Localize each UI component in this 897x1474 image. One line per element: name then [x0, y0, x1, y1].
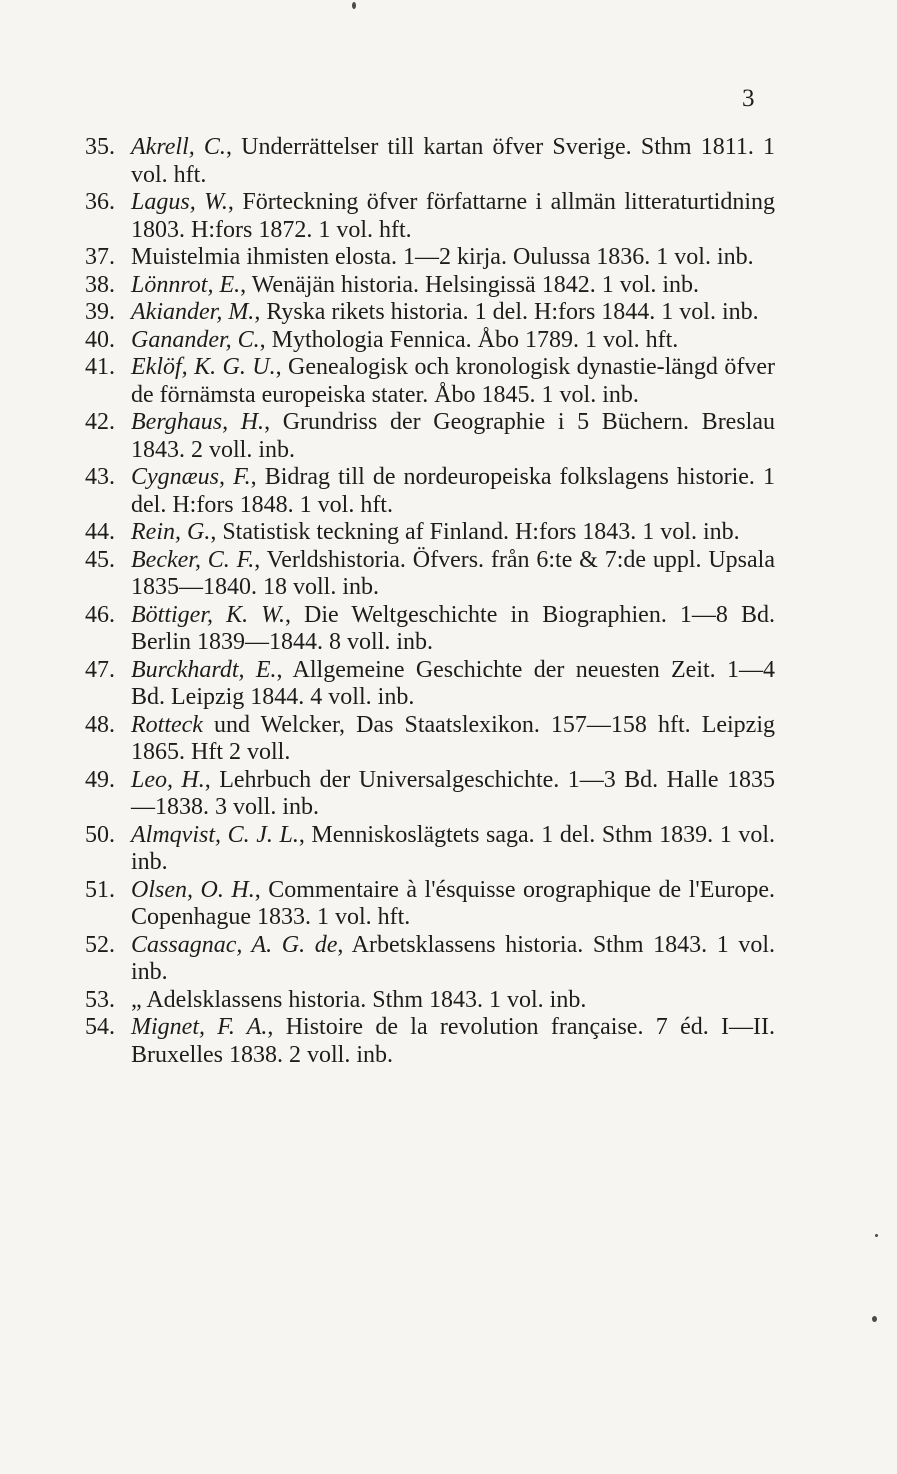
catalogue-entry — [85, 354, 775, 409]
entry-number: 44. — [85, 519, 115, 545]
entry-author: Burckhardt, E. — [131, 656, 277, 683]
entry-text: , Ryska rikets historia. 1 del. H:fors 1844. 1 vol. inb. — [254, 299, 759, 325]
entry-number: 41. — [85, 354, 115, 380]
ink-speck — [875, 1234, 878, 1237]
entry-number: 36. — [85, 189, 115, 215]
catalogue-entry — [85, 189, 775, 244]
catalogue-entry — [85, 244, 775, 272]
entry-text: , Underrättelser till kartan öfver Sverige. Sthm 1811. 1 vol. hft. — [131, 134, 775, 188]
entry-author: Lagus, W. — [131, 189, 228, 215]
catalogue-entry — [85, 327, 775, 355]
entry-author: Leo, H. — [131, 766, 205, 793]
entry-author: Lönnrot, E. — [131, 271, 241, 298]
catalogue-entry — [85, 877, 775, 932]
entry-author: Akiander, M. — [131, 299, 255, 325]
catalogue-entry — [85, 712, 775, 767]
entry-author: Akrell, C. — [131, 134, 226, 160]
entry-author: Rotteck — [131, 711, 203, 738]
entry-author: Böttiger, K. W. — [131, 601, 285, 628]
entry-text: , Genealogisk och kronologisk dynastie-längd öfver de förnämsta europeiska stater. Åbo 1845. 1 vol. inb. — [131, 354, 775, 408]
entry-number: 54. — [85, 1014, 115, 1040]
entry-number: 45. — [85, 546, 115, 573]
catalogue-entry — [85, 409, 775, 464]
catalogue-entry — [85, 767, 775, 822]
entry-text: , Förteckning öfver författarne i allmän litteraturtidning 1803. H:fors 1872. 1 vol. hft. — [131, 189, 775, 243]
entry-author: Almqvist, C. J. L. — [131, 821, 299, 848]
entry-author: Olsen, O. H. — [131, 876, 255, 903]
ink-speck — [352, 2, 356, 9]
entry-text: , Histoire de la revolution française. 7 éd. I—II. Bruxelles 1838. 2 voll. inb. — [131, 1014, 775, 1068]
catalogue-entry — [85, 822, 775, 877]
entry-author: Becker, C. F. — [131, 546, 255, 573]
entry-number: 46. — [85, 601, 115, 628]
entry-number: 38. — [85, 271, 115, 298]
entry-text: , Allgemeine Geschichte der neuesten Zeit. 1—4 Bd. Leipzig 1844. 4 voll. inb. — [131, 656, 775, 710]
entry-author: Eklöf, K. G. U. — [131, 354, 276, 380]
ink-speck — [872, 1316, 877, 1322]
entry-number: 43. — [85, 464, 115, 490]
entry-number: 42. — [85, 409, 115, 435]
entry-author: Rein, G. — [131, 519, 211, 545]
entry-number: 37. — [85, 244, 115, 270]
entry-number: 53. — [85, 986, 115, 1013]
entry-number: 35. — [85, 134, 115, 160]
catalogue-entry — [85, 987, 775, 1015]
catalogue-entry — [85, 657, 775, 712]
catalogue-entry — [85, 932, 775, 987]
catalogue-entry-list — [85, 134, 775, 1069]
entry-text: , Menniskoslägtets saga. 1 del. Sthm 1839. 1 vol. inb. — [131, 821, 775, 875]
entry-text: , Statistisk teckning af Finland. H:fors 1843. 1 vol. inb. — [210, 519, 740, 545]
catalogue-entry — [85, 272, 775, 300]
entry-author: Berghaus, H. — [131, 409, 265, 435]
catalogue-entry — [85, 1014, 775, 1069]
catalogue-entry — [85, 519, 775, 547]
entry-text: , Wenäjän historia. Helsingissä 1842. 1 vol. inb. — [240, 271, 700, 298]
entry-number: 47. — [85, 656, 115, 683]
entry-author: Mignet, F. A. — [131, 1014, 268, 1040]
catalogue-entry — [85, 134, 775, 189]
entry-text: , Arbetsklassens historia. Sthm 1843. 1 vol. inb. — [131, 931, 775, 985]
entry-text: , Lehrbuch der Universalgeschichte. 1—3 Bd. Halle 1835—1838. 3 voll. inb. — [131, 766, 776, 820]
entry-text: , Commentaire à l'ésquisse orographique de l'Europe. Copenhague 1833. 1 vol. hft. — [131, 876, 776, 930]
entry-number: 39. — [85, 299, 115, 325]
entry-number: 48. — [85, 711, 115, 738]
catalogue-entry — [85, 299, 775, 327]
catalogue-entry — [85, 602, 775, 657]
entry-text: , Bidrag till de nordeuropeiska folkslagens historie. 1 del. H:fors 1848. 1 vol. hft. — [131, 464, 775, 518]
entry-text: und Welcker, Das Staatslexikon. 157—158 hft. Leipzig 1865. Hft 2 voll. — [131, 711, 775, 765]
entry-text: , Mythologia Fennica. Åbo 1789. 1 vol. hft. — [259, 326, 679, 353]
entry-text: Muistelmia ihmisten elosta. 1—2 kirja. Oulussa 1836. 1 vol. inb. — [131, 244, 754, 270]
entry-author: Cygnæus, F. — [131, 464, 251, 490]
entry-number: 40. — [85, 326, 115, 353]
entry-text: , Verldshistoria. Öfvers. från 6:te & 7:de uppl. Upsala 1835—1840. 18 voll. inb. — [131, 546, 775, 600]
catalogue-entry — [85, 464, 775, 519]
catalogue-entry — [85, 547, 775, 602]
entry-number: 50. — [85, 821, 115, 848]
entry-number: 52. — [85, 931, 115, 958]
entry-number: 49. — [85, 766, 115, 793]
entry-number: 51. — [85, 876, 115, 903]
entry-text: , Grundriss der Geographie i 5 Büchern. Breslau 1843. 2 voll. inb. — [131, 409, 775, 463]
entry-text: „ Adelsklassens historia. Sthm 1843. 1 vol. inb. — [131, 986, 587, 1013]
page-number: 3 — [742, 85, 755, 112]
entry-author: Ganander, C. — [131, 326, 260, 353]
entry-author: Cassagnac, A. G. de — [131, 931, 338, 958]
entry-text: , Die Weltgeschichte in Biographien. 1—8 Bd. Berlin 1839—1844. 8 voll. inb. — [131, 601, 775, 655]
